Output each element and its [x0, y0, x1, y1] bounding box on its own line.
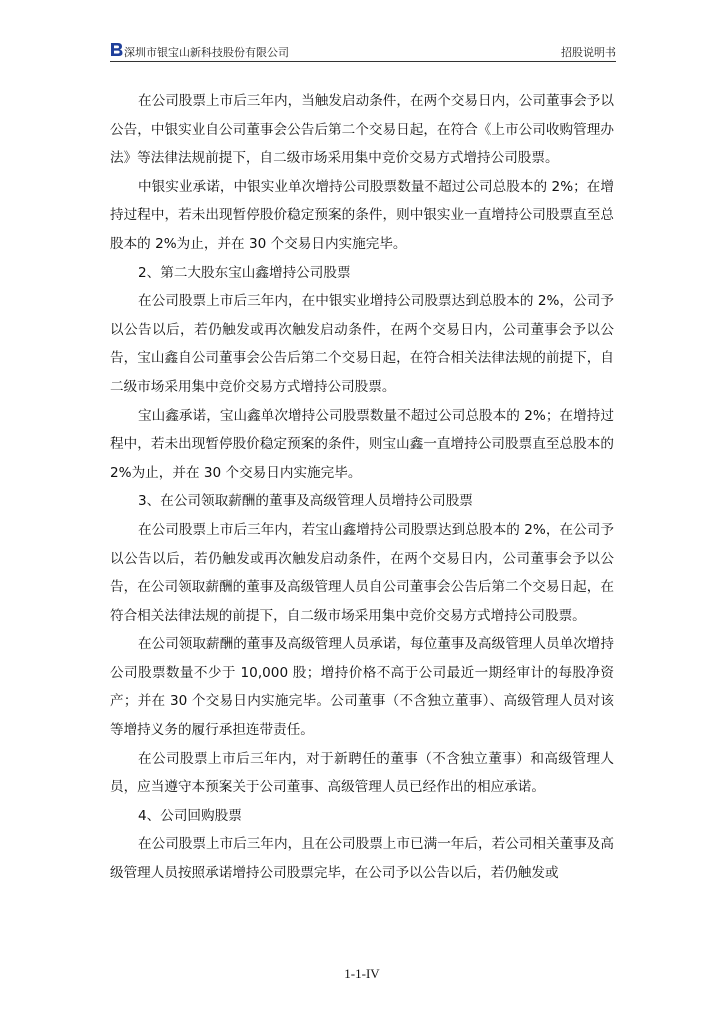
company-name: 深圳市银宝山新科技股份有限公司 — [124, 46, 289, 59]
page-number: 1-1-IV — [344, 966, 380, 981]
paragraph: 在公司股票上市后三年内，当触发启动条件，在两个交易日内，公司董事会予以公告，中银实业自公司董事会公告后第二个交易日起，在符合《上市公司收购管理办法》等法律法规前提下，自二级市场采用集中竞价交易方式增持公司股票。 — [110, 93, 614, 167]
document-body — [110, 87, 614, 888]
paragraph: 中银实业承诺，中银实业单次增持公司股票数量不超过公司总股本的 2%；在增持过程中，若未出现暂停股价稳定预案的条件，则中银实业一直增持公司股票直至总股本的 2%为止，并在 30 个交易日内实施完毕。 — [110, 178, 614, 252]
company-logo-icon — [110, 42, 123, 57]
header-divider — [110, 61, 616, 62]
paragraph: 宝山鑫承诺，宝山鑫单次增持公司股票数量不超过公司总股本的 2%；在增持过程中，若未出现暂停股价稳定预案的条件，则宝山鑫一直增持公司股票直至总股本的 2%为止，并在 30 个交易日内实施完毕。 — [110, 407, 614, 481]
paragraph: 在公司股票上市后三年内，在中银实业增持公司股票达到总股本的 2%，公司予以公告以后，若仍触发或再次触发启动条件，在两个交易日内，公司董事会予以公告，宝山鑫自公司董事会公告后第二个交易日起，在符合相关法律法规的前提下，自二级市场采用集中竞价交易方式增持公司股票。 — [110, 293, 614, 395]
paragraph: 在公司股票上市后三年内，对于新聘任的董事（不含独立董事）和高级管理人员，应当遵守本预案关于公司董事、高级管理人员已经作出的相应承诺。 — [110, 750, 614, 796]
section-heading: 3、在公司领取薪酬的董事及高级管理人员增持公司股票 — [138, 493, 473, 510]
paragraph: 在公司领取薪酬的董事及高级管理人员承诺，每位董事及高级管理人员单次增持公司股票数量不少于 10,000 股；增持价格不高于公司最近一期经审计的每股净资产；并在 30 个交易日内实施完毕。公司董事（不含独立董事）、高级管理人员对该等增持义务的履行承担连带责任。 — [110, 636, 614, 739]
page-header — [110, 38, 616, 62]
paragraph: 在公司股票上市后三年内，若宝山鑫增持公司股票达到总股本的 2%，在公司予以公告以后，若仍触发或再次触发启动条件，在两个交易日内，公司董事会予以公告，在公司领取薪酬的董事及高级管理人员自公司董事会公告后第二个交易日起，在符合相关法律法规的前提下，自二级市场采用集中竞价交易方式增持公司股票。 — [110, 521, 614, 624]
paragraph: 在公司股票上市后三年内，且在公司股票上市已满一年后，若公司相关董事及高级管理人员按照承诺增持公司股票完毕，在公司予以公告以后，若仍触发或 — [110, 836, 614, 882]
section-heading: 2、第二大股东宝山鑫增持公司股票 — [138, 264, 351, 281]
section-heading: 4、公司回购股票 — [138, 807, 242, 824]
document-type: 招股说明书 — [561, 46, 616, 59]
